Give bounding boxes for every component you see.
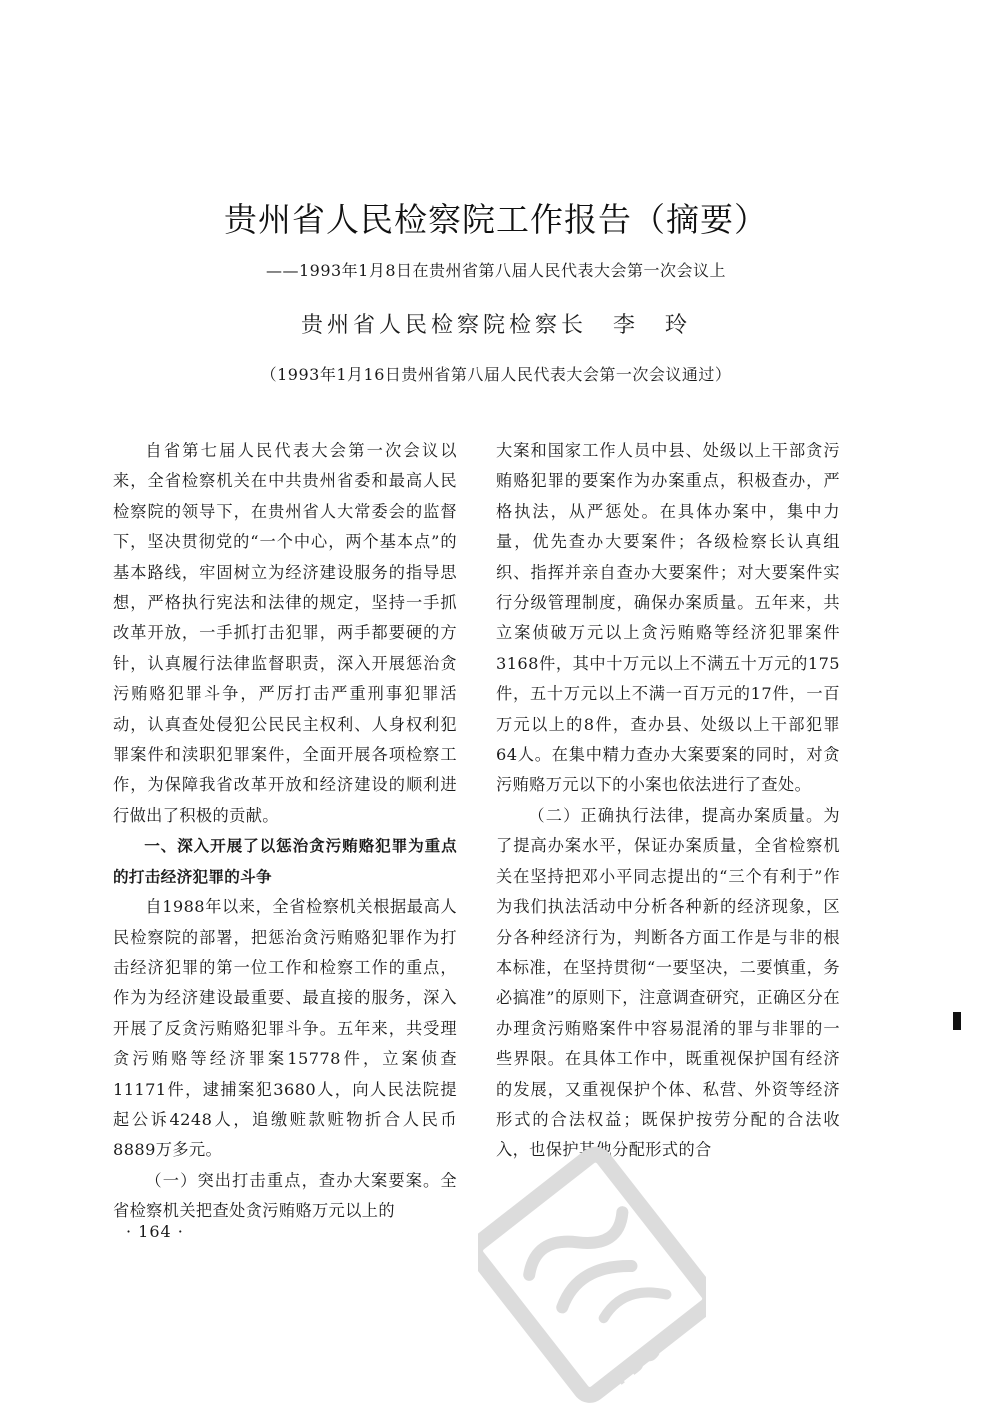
intro-paragraph: 自省第七届人民代表大会第一次会议以来，全省检察机关在中共贵州省委和最高人民检察院的领导下，在贵州省人大常委会的监督下，坚决贯彻党的“一个中心，两个基本点”的基本路线，牢固树立为经济建设服务的指导思想，严格执行宪法和法律的规定，坚持一手抓改革开放，一手抓打击犯罪，两手都要硬的方针，认真履行法律监督职责，深入开展惩治贪污贿赂犯罪斗争，严厉打击严重刑事犯罪活动，认真查处侵犯公民民主权利、人身权利犯罪案件和渎职犯罪案件，全面开展各项检察工作，为保障我省改革开放和经济建设的顺利进行做出了积极的贡献。 [113,441,457,825]
subsection-2-paragraph: （二）正确执行法律，提高办案质量。为了提高办案水平，保证办案质量，全省检察机关在坚持把邓小平同志提出的“三个有利于”作为我们执法活动中分析各种新的经济现象，区分各种经济行为，判断各方面工作是与非的根本标准，在坚持贯彻“一要坚决，二要慎重，务必搞准”的原则下，注意调查研究，正确区分在办理贪污贿赂案件中容易混淆的罪与非罪的一些界限。在具体工作中，既重视保护国有经济的发展，又重视保护个体、私营、外资等经济形式的合法权益；既保护按劳分配的合法收入，也保护其他分配形式的合 [496,805,840,1160]
margin-mark [953,1012,961,1030]
page-title: 贵州省人民检察院工作报告（摘要） [224,200,768,239]
watermark-graphic [478,1140,706,1408]
seal-watermark-icon [478,1140,706,1408]
section-heading-1: 一、深入开展了以惩治贪污贿赂犯罪为重点的打击经济犯罪的斗争 [113,837,457,886]
left-column [113,436,457,1227]
author-line: 贵州省人民检察院检察长 李 玲 [300,313,691,338]
page-number: · 164 · [126,1222,184,1241]
subtitle: ——1993年1月8日在贵州省第八届人民代表大会第一次会议上 [265,261,727,280]
section-1-paragraph: 自1988年以来，全省检察机关根据最高人民检察院的部署，把惩治贪污贿赂犯罪作为打击经济犯罪的第一位工作和检察工作的重点，作为为经济建设最重要、最直接的服务，深入开展了反贪污贿赂犯罪斗争。五年来，共受理贪污贿赂等经济罪案15778件，立案侦查11171件，逮捕案犯3680人，向人民法院提起公诉4248人，追缴赃款赃物折合人民币8889万多元。 [113,897,457,1160]
watermark-text: PDG [608,1338,666,1391]
right-column [496,436,840,1166]
continued-paragraph: 大案和国家工作人员中县、处级以上干部贪污贿赂犯罪的要案作为办案重点，积极查办，严格执法，从严惩处。在具体办案中，集中力量，优先查办大要案件；各级检察长认真组织、指挥并亲自查办大要案件；对大要案件实行分级管理制度，确保办案质量。五年来，共立案侦破万元以上贪污贿赂等经济犯罪案件3168件，其中十万元以上不满五十万元的175件，五十万元以上不满一百万元的17件，一百万元以上的8件，查办县、处级以上干部犯罪64人。在集中精力查办大案要案的同时，对贪污贿赂万元以下的小案也依法进行了查处。 [496,441,840,795]
subsection-1-paragraph: （一）突出打击重点，查办大案要案。全省检察机关把查处贪污贿赂万元以上的 [113,1170,457,1221]
passed-note: （1993年1月16日贵州省第八届人民代表大会第一次会议通过） [260,365,732,384]
